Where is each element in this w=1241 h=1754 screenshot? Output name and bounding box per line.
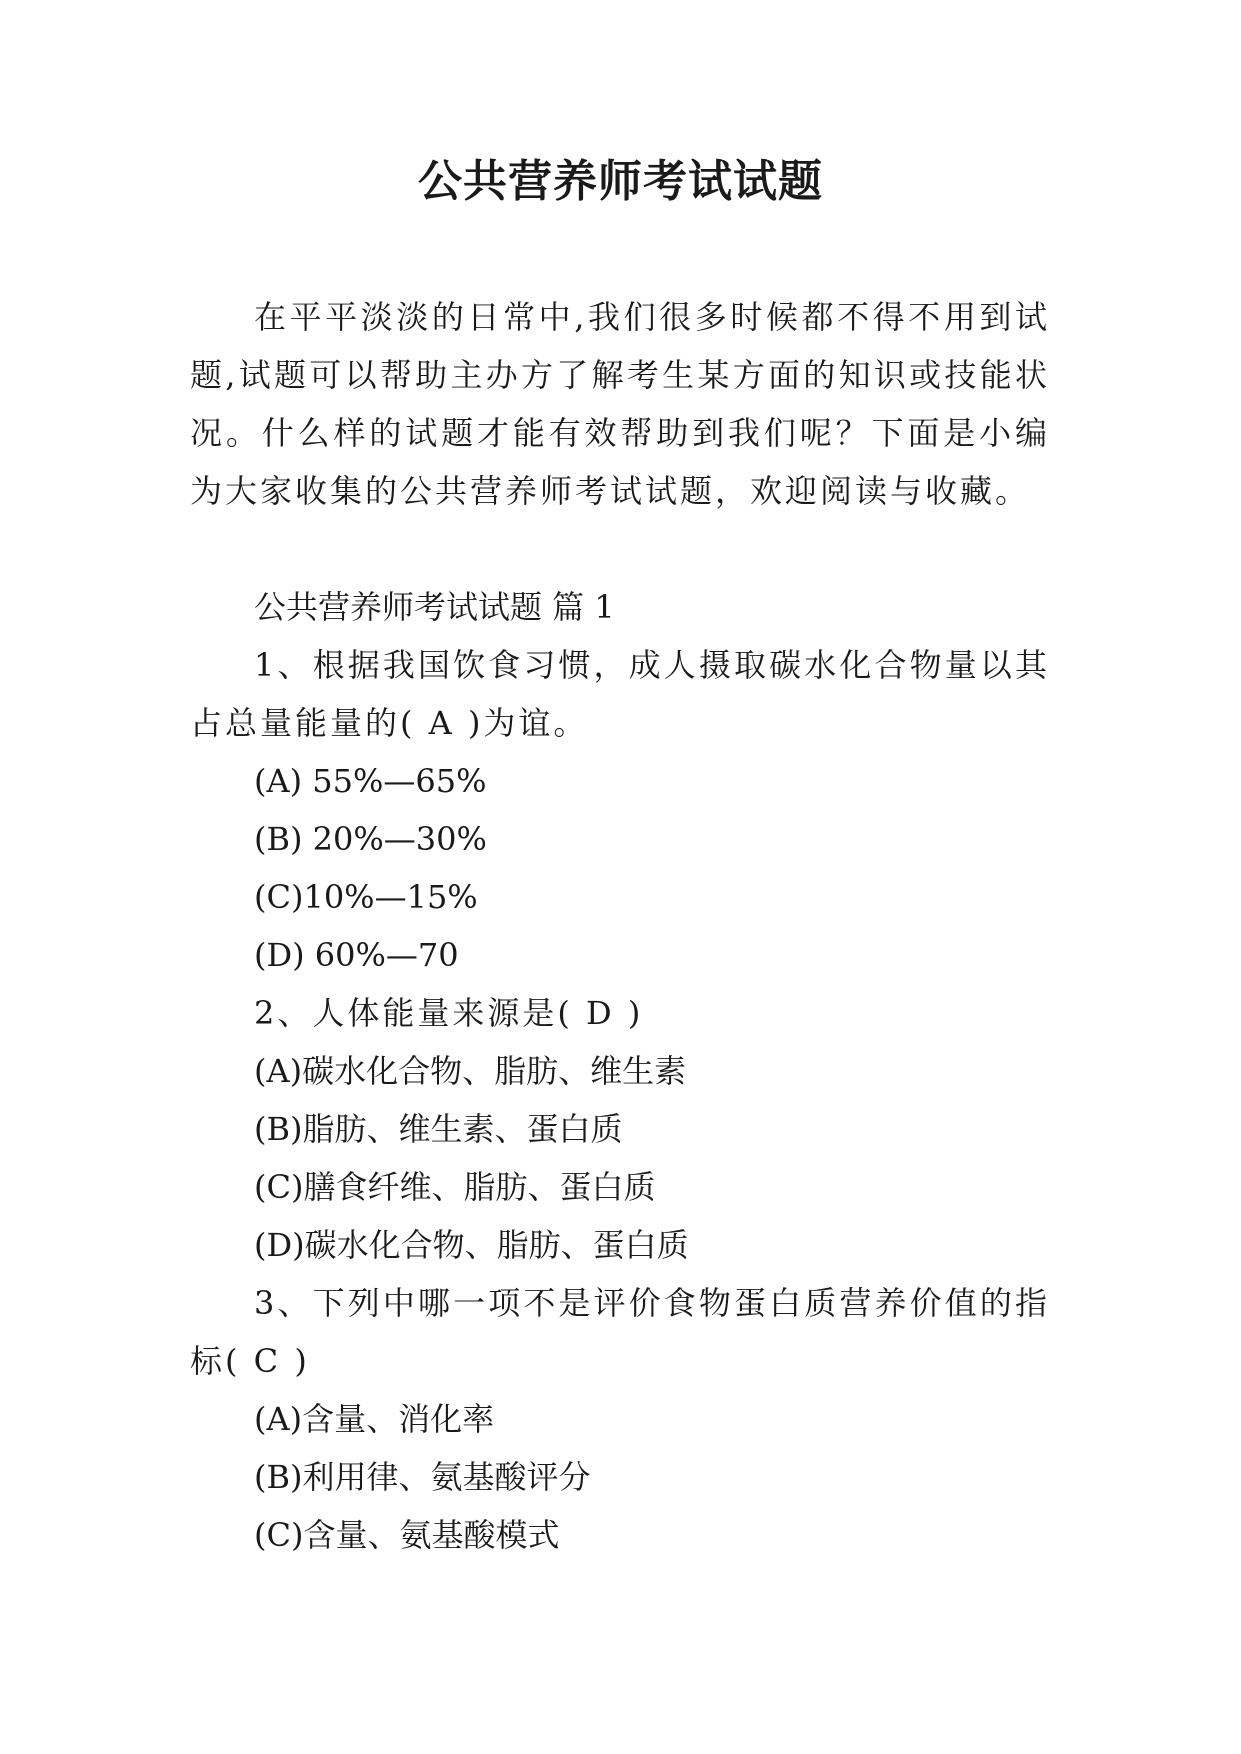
- question-3: [190, 1274, 1050, 1564]
- question-option: (A)碳水化合物、脂肪、维生素: [254, 1052, 687, 1090]
- question-1: [190, 636, 1050, 984]
- question-2: [190, 984, 1050, 1274]
- question-option: (B) 20%—30%: [254, 820, 487, 858]
- question-option: (D)碳水化合物、脂肪、蛋白质: [254, 1226, 689, 1264]
- question-option: (A)含量、消化率: [254, 1400, 495, 1438]
- question-option: (C)10%—15%: [254, 878, 478, 916]
- question-stem: 2、人体能量来源是( D ): [254, 994, 644, 1032]
- question-stem: 1、根据我国饮食习惯，成人摄取碳水化合物量以其占总量能量的( A )为谊。: [190, 646, 1050, 742]
- question-option: (D) 60%—70: [254, 936, 459, 974]
- intro-paragraph: 在平平淡淡的日常中,我们很多时候都不得不用到试题,试题可以帮助主办方了解考生某方面的知识或技能状况。什么样的试题才能有效帮助到我们呢？下面是小编为大家收集的公共营养师考试试题，欢迎阅读与收藏。: [190, 298, 1050, 510]
- question-option: (C)含量、氨基酸模式: [254, 1516, 560, 1554]
- question-option: (C)膳食纤维、脂肪、蛋白质: [254, 1168, 656, 1206]
- question-stem: 3、下列中哪一项不是评价食物蛋白质营养价值的指标( C ): [190, 1284, 1050, 1380]
- document-title: 公共营养师考试试题: [418, 156, 823, 207]
- section-heading: 公共营养师考试试题 篇 1: [254, 588, 615, 626]
- question-option: (A) 55%—65%: [254, 762, 487, 800]
- question-option: (B)利用律、氨基酸评分: [254, 1458, 591, 1496]
- question-option: (B)脂肪、维生素、蛋白质: [254, 1110, 623, 1148]
- document-body: [190, 288, 1050, 1564]
